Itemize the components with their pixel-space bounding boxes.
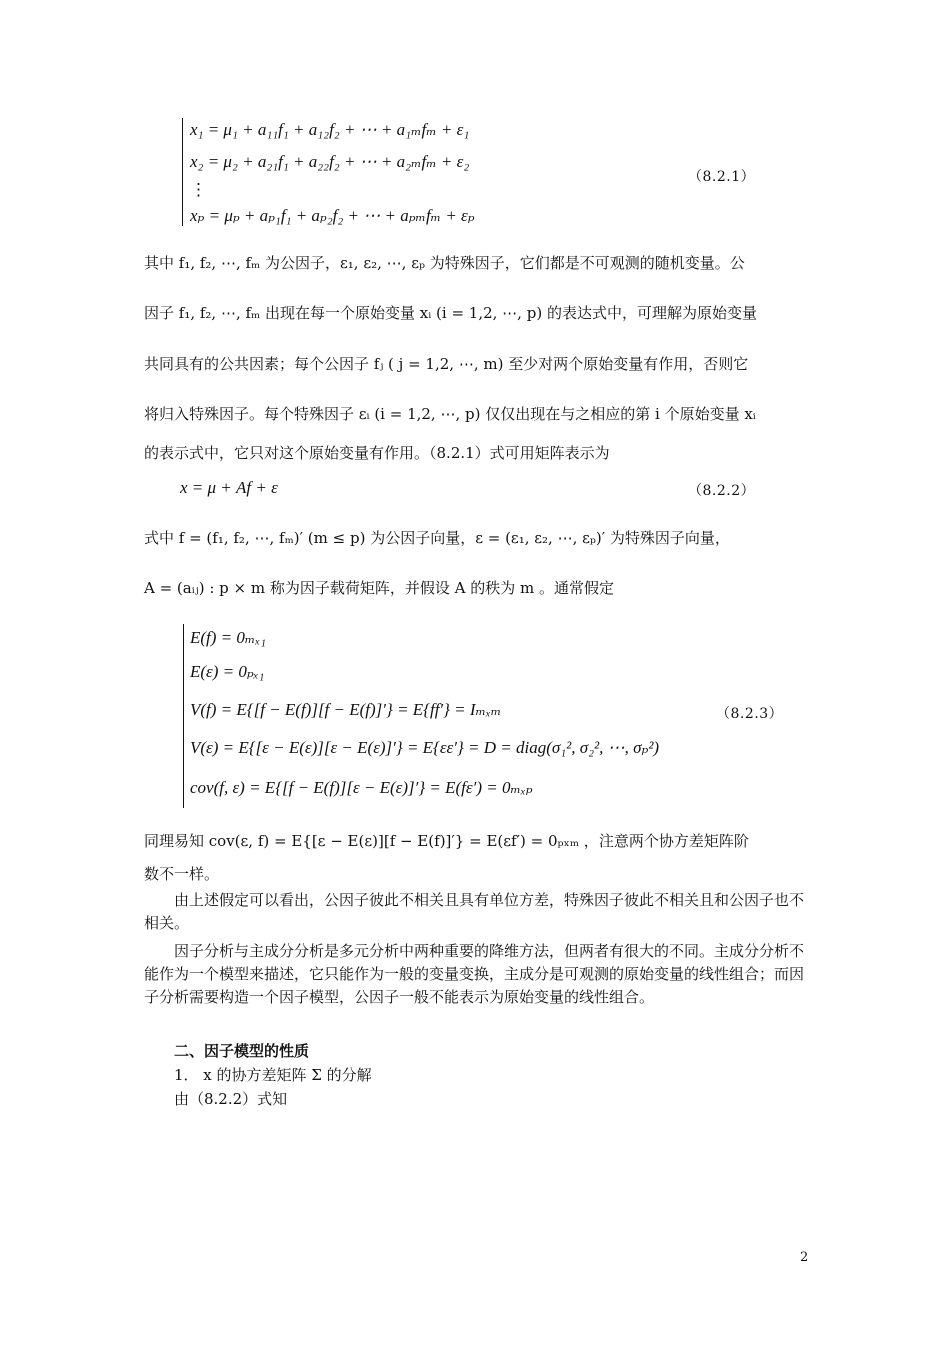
equation-line: xₚ = μₚ + aₚ₁f₁ + aₚ₂f₂ + ⋯ + aₚₘfₘ + εₚ <box>190 206 475 225</box>
text-line: 的表示式中，它只对这个原始变量有作用。（8.2.1）式可用矩阵表示为 <box>144 444 610 462</box>
text-line: 式中 f = (f₁, f₂, ⋯, fₘ)′ (m ≤ p) 为公因子向量，ε = (ε₁, ε₂, ⋯, εₚ)′ 为特殊因子向量， <box>144 529 730 547</box>
left-brace <box>182 118 183 226</box>
subsection-heading: 1． x 的协方差矩阵 Σ 的分解 <box>174 1066 372 1084</box>
left-brace <box>183 624 184 808</box>
paragraph-factor-vs-pca: 因子分析与主成分分析是多元分析中两种重要的降维方法，但两者有很大的不同。主成分分析不能作为一个模型来描述，它只能作为一般的变量变换，主成分是可观测的原始变量的线性组合；而因子分析需要构造一个因子模型，公因子一般不能表示为原始变量的线性组合。 <box>144 942 805 1006</box>
equation-expression: x = μ + Af + ε <box>180 478 278 497</box>
text-line: 其中 f₁, f₂, ⋯, fₘ 为公因子，ε₁, ε₂, ⋯, εₚ 为特殊因子，它们都是不可观测的随机变量。公 <box>144 254 745 272</box>
equation-line: x₂ = μ₂ + a₂₁f₁ + a₂₂f₂ + ⋯ + a₂ₘfₘ + ε₂ <box>190 152 470 171</box>
paragraph-assumption-summary: 由上述假定可以看出，公因子彼此不相关且具有单位方差，特殊因子彼此不相关且和公因子也不相关。 <box>144 891 805 932</box>
text-line: 因子 f₁, f₂, ⋯, fₘ 出现在每一个原始变量 xᵢ (i = 1,2, ⋯, p) 的表达式中，可理解为原始变量 <box>144 304 757 322</box>
text-line: 由（8.2.2）式知 <box>174 1090 288 1108</box>
equation-number: （8.2.2） <box>688 483 756 499</box>
equation-line: E(ε) = 0ₚₓ₁ <box>190 662 265 681</box>
equation-line: x₁ = μ₁ + a₁₁f₁ + a₁₂f₂ + ⋯ + a₁ₘfₘ + ε₁ <box>190 120 470 139</box>
text-line: 共同具有的公共因素；每个公因子 fⱼ ( j = 1,2, ⋯, m) 至少对两个原始变量有作用，否则它 <box>144 355 749 373</box>
page-number: 2 <box>800 1250 809 1265</box>
equation-number: （8.2.1） <box>688 169 756 185</box>
text-line: A = (aᵢⱼ) : p × m 称为因子载荷矩阵，并假设 A 的秩为 m 。通常假定 <box>144 579 614 597</box>
equation-line: V(f) = E{[f − E(f)][f − E(f)]′} = E{ff′} = Iₘₓₘ <box>190 700 502 719</box>
equation-line: ⋮ <box>190 180 207 199</box>
text-line: 同理易知 cov(ε, f) = E{[ε − E(ε)][f − E(f)]′} = E(εf′) = 0ₚₓₘ ，注意两个协方差矩阵阶 <box>144 832 749 850</box>
section-heading: 二、因子模型的性质 <box>174 1042 310 1060</box>
text-line: 将归入特殊因子。每个特殊因子 εᵢ (i = 1,2, ⋯, p) 仅仅出现在与之相应的第 i 个原始变量 xᵢ <box>144 405 756 423</box>
equation-line: V(ε) = E{[ε − E(ε)][ε − E(ε)]′} = E{εε′} = D = diag(σ₁², σ₂², ⋯, σₚ²) <box>190 738 660 757</box>
equation-line: cov(f, ε) = E{[f − E(f)][ε − E(ε)]′} = E(fε′) = 0ₘₓₚ <box>190 778 533 797</box>
text-line: 数不一样。 <box>144 865 220 883</box>
equation-line: E(f) = 0ₘₓ₁ <box>190 628 267 647</box>
equation-number: （8.2.3） <box>716 706 784 722</box>
